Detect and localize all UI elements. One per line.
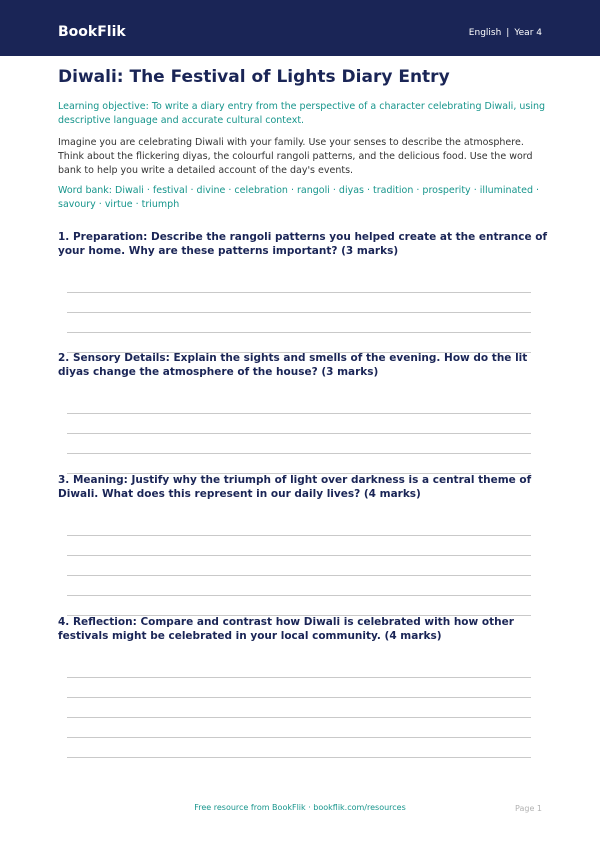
answer-line[interactable] <box>67 413 531 414</box>
footer-credit: Free resource from BookFlik · bookflik.com/resources <box>194 803 406 812</box>
answer-line[interactable] <box>67 453 531 454</box>
answer-line[interactable] <box>67 757 531 758</box>
page-header <box>0 0 600 56</box>
question-2: 2. Sensory Details: Explain the sights and smells of the evening. How do the lit diyas change the atmosphere of the house? (3 marks) <box>58 352 528 378</box>
answer-line[interactable] <box>67 332 531 333</box>
answer-line[interactable] <box>67 737 531 738</box>
subject-label: English <box>468 28 502 38</box>
answer-line[interactable] <box>67 433 531 434</box>
brand-logo-text: BookFlik <box>58 24 126 40</box>
learning-objective: Learning objective: To write a diary entry from the perspective of a character celebrating Diwali, using descriptive language and accurate cultural context. <box>58 101 546 126</box>
word-bank: Word bank: Diwali · festival · divine · celebration · rangoli · diyas · tradition · prosperity · illuminated · savoury · virtue · triumph <box>58 185 540 210</box>
subject-year-label <box>469 27 542 39</box>
question-1: 1. Preparation: Describe the rangoli patterns you helped create at the entrance of your home. Why are these patterns important? (3 marks) <box>58 231 548 257</box>
answer-line[interactable] <box>67 717 531 718</box>
answer-line[interactable] <box>67 535 531 536</box>
answer-line[interactable] <box>67 697 531 698</box>
year-label: Year 4 <box>514 28 542 38</box>
answer-line[interactable] <box>67 555 531 556</box>
question-4: 4. Reflection: Compare and contrast how Diwali is celebrated with how other festivals might be celebrated in your local community. (4 marks) <box>58 616 514 642</box>
answer-line[interactable] <box>67 677 531 678</box>
answer-line[interactable] <box>67 575 531 576</box>
answer-line[interactable] <box>67 595 531 596</box>
header-separator: | <box>506 28 510 38</box>
question-3: 3. Meaning: Justify why the triumph of light over darkness is a central theme of Diwali. What does this represent in our daily lives? (4 marks) <box>58 474 532 500</box>
answer-line[interactable] <box>67 312 531 313</box>
page-number: Page 1 <box>515 804 542 813</box>
answer-line[interactable] <box>67 292 531 293</box>
instructions-paragraph: Imagine you are celebrating Diwali with your family. Use your senses to describe the atmosphere. Think about the flickering diyas, the colourful rangoli patterns, and the delicious food. Use the word bank to help you write a detailed account of the day's events. <box>58 137 533 176</box>
worksheet-title: Diwali: The Festival of Lights Diary Entry <box>58 67 450 87</box>
